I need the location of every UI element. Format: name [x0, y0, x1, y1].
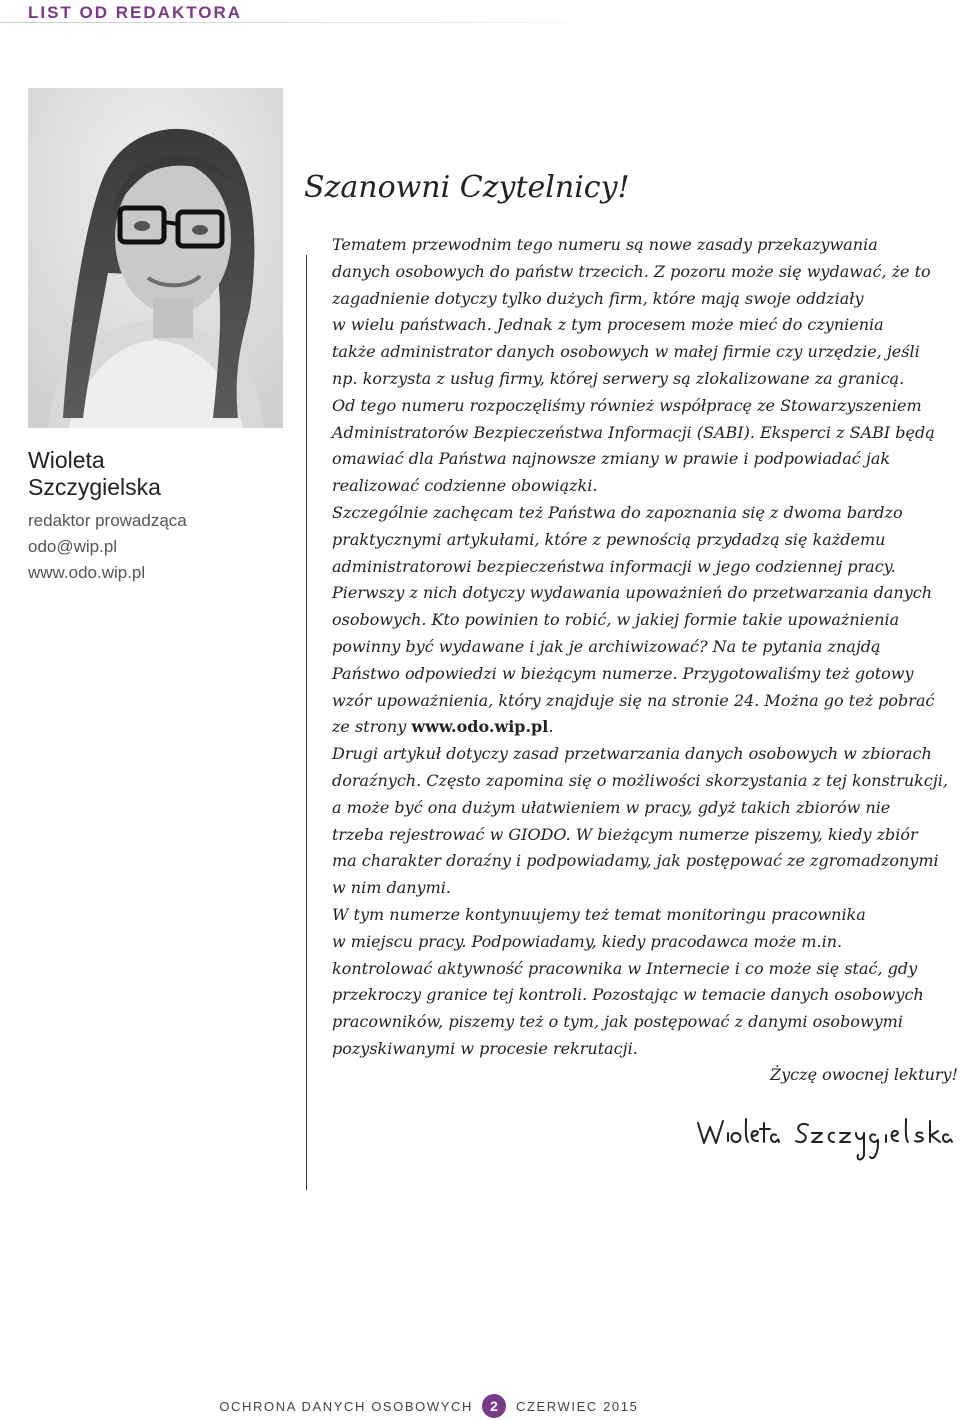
letter-line: pracowników, piszemy też o tym, jak postępować z danymi osobowymi [332, 1012, 903, 1032]
letter-line: np. korzysta z usług firmy, której serwery są zlokalizowane za granicą. [332, 368, 905, 388]
letter-line-text: ze strony [332, 717, 412, 737]
section-label: LIST OD REDAKTORA [28, 3, 243, 22]
letter-line-with-link [332, 714, 957, 741]
letter-line: przekroczy granice tej kontroli. Pozostając w temacie danych osobowych [332, 985, 924, 1005]
handwritten-signature [690, 1105, 960, 1175]
letter-line: trzeba rejestrować w GIODO. W bieżącym numerze piszemy, kiedy zbiór [332, 824, 918, 844]
letter-line: W tym numerze kontynuujemy też temat monitoringu pracownika [332, 904, 866, 924]
letter-line: administratorowi bezpieczeństwa informacji w jego codziennej pracy. [332, 556, 896, 576]
link-suffix: . [548, 717, 554, 737]
letter-line: Od tego numeru rozpoczęliśmy również współpracę ze Stowarzyszeniem [332, 395, 922, 415]
letter-line: ma charakter doraźny i podpowiadamy, jak postępować ze zgromadzonymi [332, 851, 939, 871]
header-divider [0, 22, 610, 23]
letter-line: danych osobowych do państw trzecich. Z pozoru może się wydawać, że to [332, 261, 931, 281]
letter-line: w nim danymi. [332, 878, 451, 898]
footer-issue-date: CZERWIEC 2015 [516, 1399, 639, 1414]
letter-line: osobowych. Kto powinien to robić, w jakiej formie takie upoważnienia [332, 610, 900, 630]
author-last-name: Szczygielska [28, 474, 161, 500]
letter-line: zagadnienie dotyczy tylko dużych firm, które mają swoje oddziały [332, 288, 864, 308]
letter-closing: Życzę owocnej lektury! [770, 1065, 958, 1084]
letter-line: powinny być wydawane i jak je archiwizować? Na te pytania znajdą [332, 636, 881, 656]
author-contact [28, 508, 268, 586]
letter-line: realizować codzienne obowiązki. [332, 476, 598, 496]
page-footer [0, 1394, 960, 1418]
letter-line: w miejscu pracy. Podpowiadamy, kiedy pracodawca może m.in. [332, 931, 843, 951]
letter-line: Tematem przewodnim tego numeru są nowe zasady przekazywania [332, 235, 878, 254]
letter-line: doraźnych. Często zapomina się o możliwości skorzystania z tej konstrukcji, [332, 770, 948, 790]
author-role: redaktor prowadząca [28, 511, 187, 530]
footer-magazine-title: OCHRONA DANYCH OSOBOWYCH [219, 1399, 473, 1414]
website-link[interactable]: www.odo.wip.pl [411, 717, 549, 737]
letter-line: Drugi artykuł dotyczy zasad przetwarzania danych osobowych w zbiorach [332, 744, 932, 764]
letter-line: Pierwszy z nich dotyczy wydawania upoważnień do przetwarzania danych [332, 583, 932, 603]
letter-line: Administratorów Bezpieczeństwa Informacji (SABI). Eksperci z SABI będą [332, 422, 935, 442]
author-photo [28, 88, 283, 428]
author-name [28, 447, 248, 501]
letter-line: omawiać dla Państwa najnowsze zmiany w prawie i podpowiadać jak [332, 449, 891, 469]
letter-line: a może być ona dużym ułatwieniem w pracy, gdyż takich zbiorów nie [332, 797, 891, 817]
letter-line: Państwo odpowiedzi w bieżącym numerze. Przygotowaliśmy też gotowy [332, 663, 914, 683]
letter-line: w wielu państwach. Jednak z tym procesem może mieć do czynienia [332, 315, 884, 335]
letter-line: pozyskiwanymi w procesie rekrutacji. [332, 1038, 638, 1058]
letter-line: kontrolować aktywność pracownika w Internecie i co może się stać, gdy [332, 958, 918, 978]
letter-line: wzór upoważnienia, który znajduje się na stronie 24. Można go też pobrać [332, 690, 935, 710]
vertical-divider [306, 255, 307, 1190]
letter-body [332, 232, 957, 1063]
letter-line: także administrator danych osobowych w małej firmie czy urzędzie, jeśli [332, 342, 920, 362]
letter-greeting: Szanowni Czytelnicy! [304, 170, 630, 205]
page-number-badge: 2 [482, 1394, 506, 1418]
author-website[interactable]: www.odo.wip.pl [28, 563, 146, 582]
letter-line: Szczególnie zachęcam też Państwa do zapoznania się z dwoma bardzo [332, 502, 903, 522]
letter-line: praktycznymi artykułami, które z pewnością przydadzą się każdemu [332, 529, 886, 549]
author-first-name: Wioleta [28, 447, 105, 473]
author-email[interactable]: odo@wip.pl [28, 537, 118, 556]
